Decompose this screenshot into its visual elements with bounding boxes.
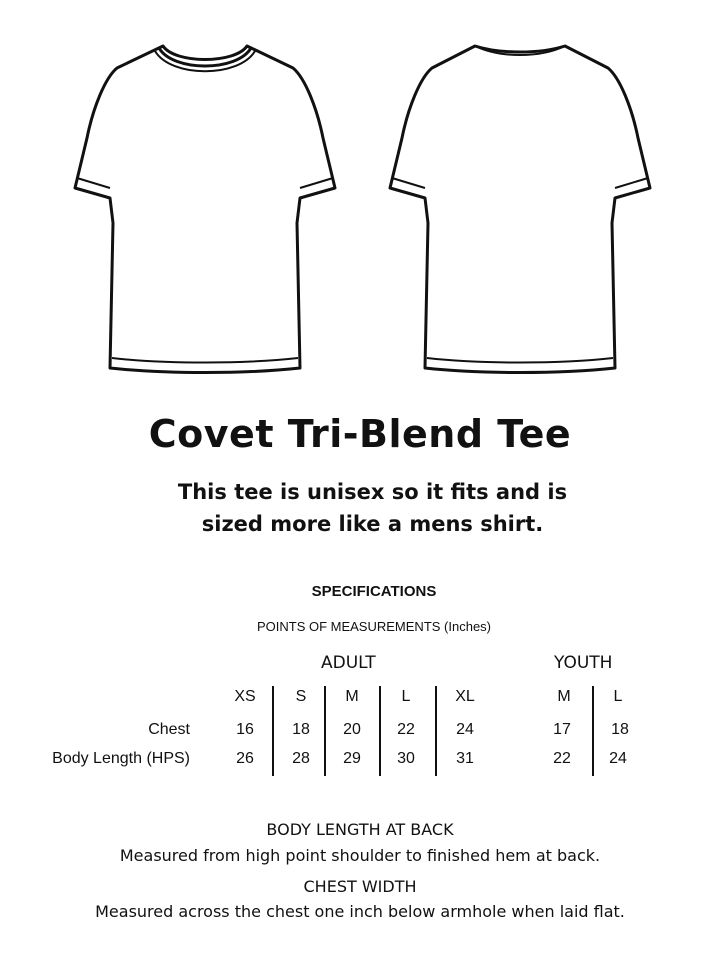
column-divider xyxy=(272,686,274,776)
body-length-youth-l: 24 xyxy=(609,750,627,767)
chest-youth-l: 18 xyxy=(611,721,629,738)
size-header-m: M xyxy=(345,688,359,705)
row-label-chest: Chest xyxy=(148,721,190,738)
product-title: Covet Tri-Blend Tee xyxy=(148,412,572,456)
chest-s: 18 xyxy=(292,721,310,738)
tee-back-illustration xyxy=(370,38,670,378)
body-length-youth-m: 22 xyxy=(553,750,571,767)
body-length-s: 28 xyxy=(292,750,310,767)
size-header-youth-m: M xyxy=(557,688,571,705)
product-subtitle xyxy=(0,476,720,540)
chest-youth-m: 17 xyxy=(553,721,571,738)
body-length-note-text: Measured from high point shoulder to finished hem at back. xyxy=(119,846,601,865)
size-header-xs: XS xyxy=(234,688,256,705)
size-header-s: S xyxy=(295,688,307,705)
column-divider xyxy=(435,686,437,776)
specifications-heading: SPECIFICATIONS xyxy=(311,583,437,600)
body-length-l: 30 xyxy=(397,750,415,767)
chest-l: 22 xyxy=(397,721,415,738)
size-header-xl: XL xyxy=(455,688,475,705)
adult-group-label: ADULT xyxy=(321,653,376,673)
points-of-measurement-label: POINTS OF MEASUREMENTS (Inches) xyxy=(256,619,492,634)
body-length-note-heading: BODY LENGTH AT BACK xyxy=(266,820,454,839)
body-length-m: 29 xyxy=(343,750,361,767)
subtitle-line-1: This tee is unisex so it fits and is xyxy=(177,480,568,504)
chest-m: 20 xyxy=(343,721,361,738)
row-label-body-length: Body Length (HPS) xyxy=(52,750,190,767)
tee-front-illustration xyxy=(55,38,355,378)
chest-xs: 16 xyxy=(236,721,254,738)
chest-width-note-text: Measured across the chest one inch below armhole when laid flat. xyxy=(95,902,625,921)
size-header-l: L xyxy=(401,688,411,705)
chest-xl: 24 xyxy=(456,721,474,738)
size-header-youth-l: L xyxy=(613,688,623,705)
subtitle-line-2: sized more like a mens shirt. xyxy=(201,512,544,536)
youth-group-label: YOUTH xyxy=(554,653,613,673)
chest-width-note-heading: CHEST WIDTH xyxy=(303,877,417,896)
body-length-xs: 26 xyxy=(236,750,254,767)
body-length-xl: 31 xyxy=(456,750,474,767)
